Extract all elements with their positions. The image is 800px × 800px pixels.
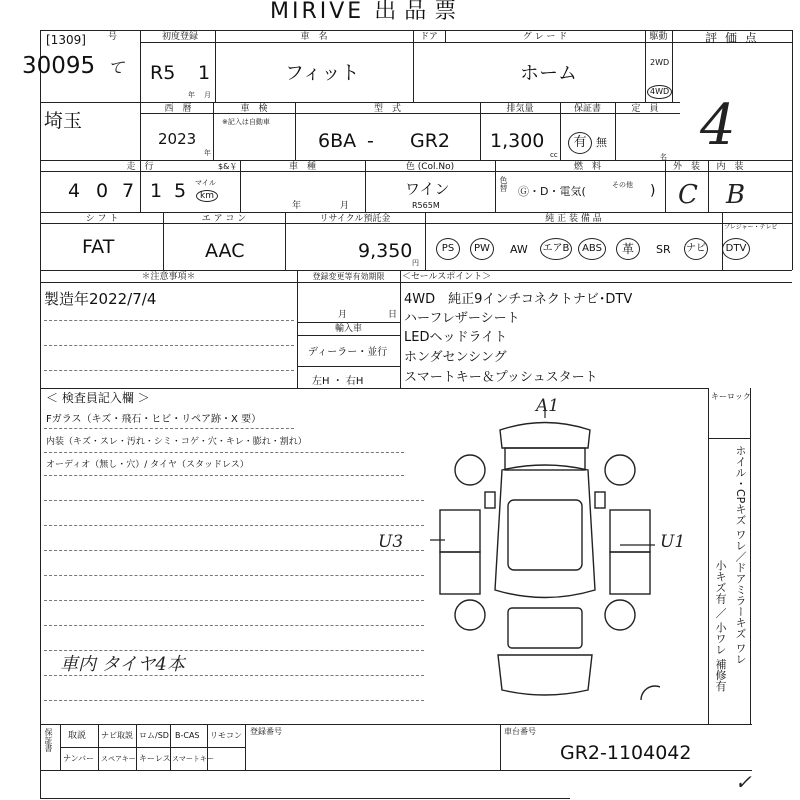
grade-label: グ レ ー ド bbox=[522, 32, 568, 42]
model-prefix: 6BA bbox=[318, 130, 357, 152]
color-label: 色 (Col.No) bbox=[405, 162, 455, 172]
mileage-unit-label: $&￥ bbox=[218, 162, 238, 171]
notes-label: ＊注意事項＊ bbox=[141, 272, 196, 282]
recycle-unit: 円 bbox=[412, 259, 419, 267]
mileage-label: 走 行 bbox=[126, 162, 154, 172]
drive-4wd: 4WD bbox=[647, 85, 672, 99]
grade-value: ホーム bbox=[520, 62, 578, 84]
tire-rear-right bbox=[605, 600, 635, 630]
aircon-value: AAC bbox=[205, 240, 245, 262]
chassis-number-label: 車台番号 bbox=[504, 727, 536, 736]
check-mark: ✓ bbox=[735, 770, 752, 794]
color-value: ワイン bbox=[405, 180, 450, 198]
warranty-label: 保証書 bbox=[573, 104, 601, 114]
model-label: 型 式 bbox=[373, 104, 401, 114]
fuel-close: ) bbox=[650, 183, 656, 199]
opt-navi-manual: ナビ取説 bbox=[101, 731, 133, 740]
trunk bbox=[508, 608, 582, 648]
fuel-label: 燃 料 bbox=[573, 162, 601, 172]
shift-value: FAT bbox=[82, 236, 115, 258]
fuel-options: Ⓖ・D・電気( bbox=[518, 185, 586, 198]
mileage-mile: マイル bbox=[195, 179, 216, 187]
model-dash: - bbox=[367, 130, 374, 152]
sales-points-label: ＜セールスポイント＞ bbox=[402, 272, 492, 282]
opt-keyless: キーレス bbox=[139, 754, 171, 763]
fuel-other: その他 bbox=[612, 181, 633, 189]
equip-abs: ABS bbox=[578, 238, 606, 260]
opt-smart-key: スマートキー bbox=[172, 755, 214, 763]
mark-left: U3 bbox=[378, 532, 404, 552]
mileage-digit-1: 4 bbox=[68, 180, 81, 202]
car-name-label: 車 名 bbox=[300, 32, 328, 42]
manufacture-date: 製造年2022/7/4 bbox=[44, 290, 157, 308]
sales-point-5: スマートキー＆プッシュスタート bbox=[404, 370, 598, 385]
keylock-label: キーロック bbox=[711, 392, 751, 401]
lot-number: 30095 bbox=[22, 53, 96, 79]
opt-rom-sd: ロム/SD bbox=[139, 731, 169, 740]
right-door-front bbox=[610, 510, 650, 552]
mileage-digit-2: 0 bbox=[96, 180, 109, 202]
valid-day: 日 bbox=[388, 310, 398, 320]
interior-value: B bbox=[726, 180, 746, 210]
sales-point-2: ハーフレザーシート bbox=[404, 311, 520, 326]
valid-month: 月 bbox=[338, 310, 348, 320]
exterior-value: C bbox=[678, 180, 698, 210]
reg-label: 初度登録 bbox=[161, 32, 198, 42]
car-name: フィット bbox=[285, 62, 360, 84]
spare-tire bbox=[641, 686, 660, 700]
registration-number-label: 登録番号 bbox=[250, 727, 282, 736]
score-value: 4 bbox=[700, 93, 736, 158]
mileage-digit-5: 5 bbox=[174, 180, 187, 202]
aircon-label: エ ア コ ン bbox=[201, 214, 247, 224]
inspection-label: 車 検 bbox=[240, 104, 268, 114]
front-bumper bbox=[500, 423, 590, 449]
car-body bbox=[495, 465, 595, 598]
mileage-km: km bbox=[196, 190, 218, 202]
handwritten-note: 車内 タイヤ4本 bbox=[60, 654, 185, 675]
side-note-2: 小キズ有 ／ 小ワレ 補修有 bbox=[714, 560, 727, 692]
capacity-label: 定 員 bbox=[631, 104, 659, 114]
tire-front-left bbox=[455, 455, 485, 485]
color-code: R565M bbox=[412, 201, 440, 210]
inspector-title: ＜ 検査員記入欄 ＞ bbox=[46, 391, 150, 405]
displacement-unit: cc bbox=[550, 151, 558, 159]
car-damage-diagram bbox=[430, 410, 660, 700]
dealer-label: ディーラー・並行 bbox=[308, 347, 388, 358]
equip-ps: PS bbox=[436, 238, 460, 260]
calendar-year: 2023 bbox=[158, 130, 197, 148]
mark-right: U1 bbox=[660, 532, 686, 552]
left-mirror bbox=[485, 492, 495, 508]
import-label: 輸入車 bbox=[334, 324, 362, 334]
capacity-unit: 名 bbox=[660, 153, 667, 161]
sheet-title: 出品票 bbox=[374, 0, 465, 24]
left-door-rear bbox=[440, 552, 480, 594]
displacement-value: 1,300 bbox=[490, 130, 545, 152]
displacement-label: 排気量 bbox=[506, 104, 534, 114]
drive-2wd: 2WD bbox=[650, 58, 670, 67]
drive-label: 駆動 bbox=[649, 32, 668, 42]
left-door-front bbox=[440, 510, 480, 552]
brand-name: MIRIVE bbox=[270, 0, 365, 24]
equip-pw: PW bbox=[470, 238, 494, 260]
side-note: ホイル・CPキズ ワレ／ドアミラーキズ ワレ bbox=[734, 445, 747, 665]
lot-number-label: 号 bbox=[108, 32, 118, 42]
tire-front-right bbox=[605, 455, 635, 485]
right-door-rear bbox=[610, 552, 650, 594]
equipment-label: 純 正 装 備 品 bbox=[545, 214, 602, 224]
equip-navi: ナビ bbox=[684, 238, 708, 260]
warranty-no: 無 bbox=[596, 136, 607, 149]
inspection-note: ※記入は自動車 bbox=[222, 118, 270, 126]
bottom-left-label: 保証書 bbox=[44, 728, 53, 752]
handle-label: 左H ・ 右H bbox=[312, 376, 364, 387]
recycle-value: 9,350 bbox=[358, 240, 413, 262]
opt-spare-key: スペアキー bbox=[101, 755, 136, 763]
opt-remote: リモコン bbox=[210, 731, 242, 740]
tire-rear-left bbox=[455, 600, 485, 630]
equip-dtv: DTV bbox=[722, 238, 750, 260]
interior-label: 内 装 bbox=[716, 162, 744, 172]
chassis-number: GR2-1104042 bbox=[560, 742, 692, 764]
document-title bbox=[270, 0, 464, 25]
color-change-label: 色替 bbox=[499, 176, 508, 192]
right-mirror bbox=[595, 492, 605, 508]
door-label: ドア bbox=[420, 32, 438, 42]
model-code: GR2 bbox=[410, 130, 451, 152]
inspector-line-3: オーディオ（無し・穴）/ タイヤ（スタッドレス） bbox=[46, 460, 249, 470]
equip-sr: SR bbox=[656, 243, 671, 256]
equipment-extra-label: プレジャー・テレビ bbox=[724, 224, 778, 231]
reg-era-year: R5 bbox=[150, 62, 176, 84]
mark-front: A1 bbox=[536, 396, 560, 416]
opt-manual: 取説 bbox=[68, 731, 87, 741]
inspector-line-2: 内装（キズ・スレ・汚れ・シミ・コゲ・穴・キレ・膨れ・割れ） bbox=[46, 437, 307, 447]
equip-leather: 革 bbox=[616, 238, 640, 260]
inspector-line-1: Fガラス（キズ・飛石・ヒビ・リペア跡・X 要） bbox=[46, 414, 262, 425]
exterior-label: 外 装 bbox=[672, 162, 700, 172]
category-label: 車 種 bbox=[288, 162, 316, 172]
opt-bcas: B-CAS bbox=[175, 731, 200, 740]
reg-year-unit: 年 bbox=[188, 91, 195, 99]
mileage-digit-3: 7 bbox=[122, 180, 135, 202]
reg-month: 1 bbox=[198, 62, 211, 84]
sales-point-1: 4WD 純正9インチコネクトナビ･DTV bbox=[404, 292, 633, 307]
color-month-label: 月 bbox=[340, 201, 350, 211]
calendar-unit: 年 bbox=[204, 149, 211, 157]
opt-number: ナンバー bbox=[63, 754, 95, 763]
mileage-digit-4: 1 bbox=[150, 180, 163, 202]
reg-month-unit: 月 bbox=[204, 91, 211, 99]
roof bbox=[508, 500, 582, 570]
rear-bumper bbox=[498, 655, 592, 695]
valid-period-label: 登録変更等有効期限 bbox=[312, 272, 385, 281]
shift-label: シ フ ト bbox=[85, 214, 119, 224]
row-label: [1309] bbox=[46, 33, 86, 47]
equip-aw: AW bbox=[510, 243, 528, 256]
recycle-label: リサイクル預託金 bbox=[319, 214, 391, 224]
calendar-label: 西 暦 bbox=[164, 104, 192, 114]
color-year-label: 年 bbox=[292, 201, 302, 211]
warranty-yes: 有 bbox=[568, 132, 592, 154]
region: 埼玉 bbox=[44, 110, 83, 132]
sales-point-4: ホンダセンシング bbox=[404, 350, 507, 365]
lot-suffix: て bbox=[108, 58, 125, 77]
equip-airbag: エアB bbox=[540, 238, 572, 260]
score-label: 評 価 点 bbox=[705, 31, 759, 45]
sales-point-3: LEDヘッドライト bbox=[404, 330, 508, 345]
